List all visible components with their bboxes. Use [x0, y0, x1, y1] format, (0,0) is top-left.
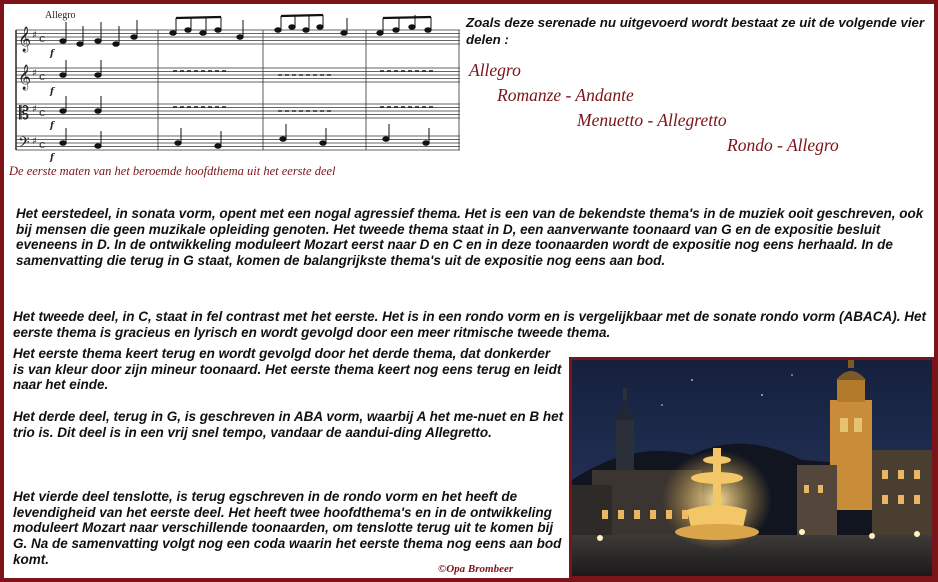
svg-text:f: f — [50, 87, 54, 97]
svg-text:𝄡: 𝄡 — [19, 103, 30, 124]
movement-1: Allegro — [469, 60, 521, 80]
svg-text:f: f — [50, 153, 54, 163]
svg-text:♯: ♯ — [32, 68, 37, 79]
salzburg-square-photo — [569, 357, 935, 579]
movement-2: Romanze - Andante — [497, 85, 634, 105]
copyright-credit: ©Opa Brombeer — [438, 563, 514, 575]
movement-4: Rondo - Allegro — [727, 135, 839, 155]
svg-text:f: f — [50, 121, 54, 131]
staff-cello-bass — [16, 136, 460, 150]
paragraph-second-movement: Het tweede deel, in C, staat in fel contrast met het eerste. Het is in een rondo vorm en is vergelijkbaar met de sonate rondo vorm (ABACA). Het eerste thema is gracieus en lyrisch en wordt gevolgd door een meer ritmische tweede thema. — [13, 309, 926, 340]
svg-text:c: c — [39, 70, 46, 83]
svg-text:♯: ♯ — [32, 30, 37, 41]
sheet-music-excerpt — [8, 8, 460, 166]
svg-text:♯: ♯ — [32, 136, 37, 147]
night-square-image — [572, 360, 932, 576]
staff-viola — [16, 104, 460, 118]
paragraph-first-movement: Het eerstedeel, in sonata vorm, opent met een nogal agressief thema. Het is een van de bekendste thema's in de muziek ooit geschreven, ook bij mensen die geen muzikale opleiding genoten. Het tweede thema staat in D, een aanverwante toonaard van G en de expositie besluit eveneens in D. In de ontwikkeling moduleert Mozart eerst naar D en C en in deze toonaarden wordt de expositie nog eens herhaald. In de samenvatting die terug in G staat, komen de balangrijkste thema's uit de expositie nog eens aan bod. — [16, 206, 924, 269]
svg-text:𝄞: 𝄞 — [18, 65, 32, 90]
intro-text: Zoals deze serenade nu uitgevoerd wordt bestaat ze uit de volgende vier delen : — [466, 15, 925, 47]
staff-violin-2 — [16, 68, 460, 82]
tempo-marking: Allegro — [45, 10, 76, 21]
svg-text:𝄞: 𝄞 — [18, 27, 32, 52]
paragraph-second-movement-cont: Het eerste thema keert terug en wordt gevolgd door het derde thema, dat donkerder is van kleur door zijn mineur toonaard. Het eerste thema keert nog eens terug en leidt naar het einde. — [13, 346, 562, 393]
music-staff-graphic — [8, 8, 460, 166]
svg-text:f: f — [50, 49, 54, 59]
svg-text:c: c — [39, 138, 46, 151]
paragraph-third-movement: Het derde deel, terug in G, is geschreven in ABA vorm, waarbij A het me-nuet en B het trio is. Dit deel is in een vrij snel tempo, vandaar de aandui-ding Allegretto. — [13, 409, 564, 440]
svg-text:𝄢: 𝄢 — [18, 134, 30, 155]
paragraph-fourth-movement: Het vierde deel tenslotte, is terug egschreven in de rondo vorm en het heeft de levendigheid van het eerste deel. Het heeft twee hoofdthema's en in de ontwikkeling moduleert Mozart naar verschillende toonaarden, om tenslotte terug uit te komen bij G. Na de samenvatting volgt nog een coda waarin het eerste thema nog eens aan bod komt. — [13, 489, 562, 567]
movement-3: Menuetto - Allegretto — [577, 110, 727, 130]
svg-text:c: c — [39, 32, 46, 45]
svg-text:c: c — [39, 106, 46, 119]
score-caption: De eerste maten van het beroemde hoofdthema uit het eerste deel — [9, 164, 336, 178]
svg-text:♯: ♯ — [32, 104, 37, 115]
